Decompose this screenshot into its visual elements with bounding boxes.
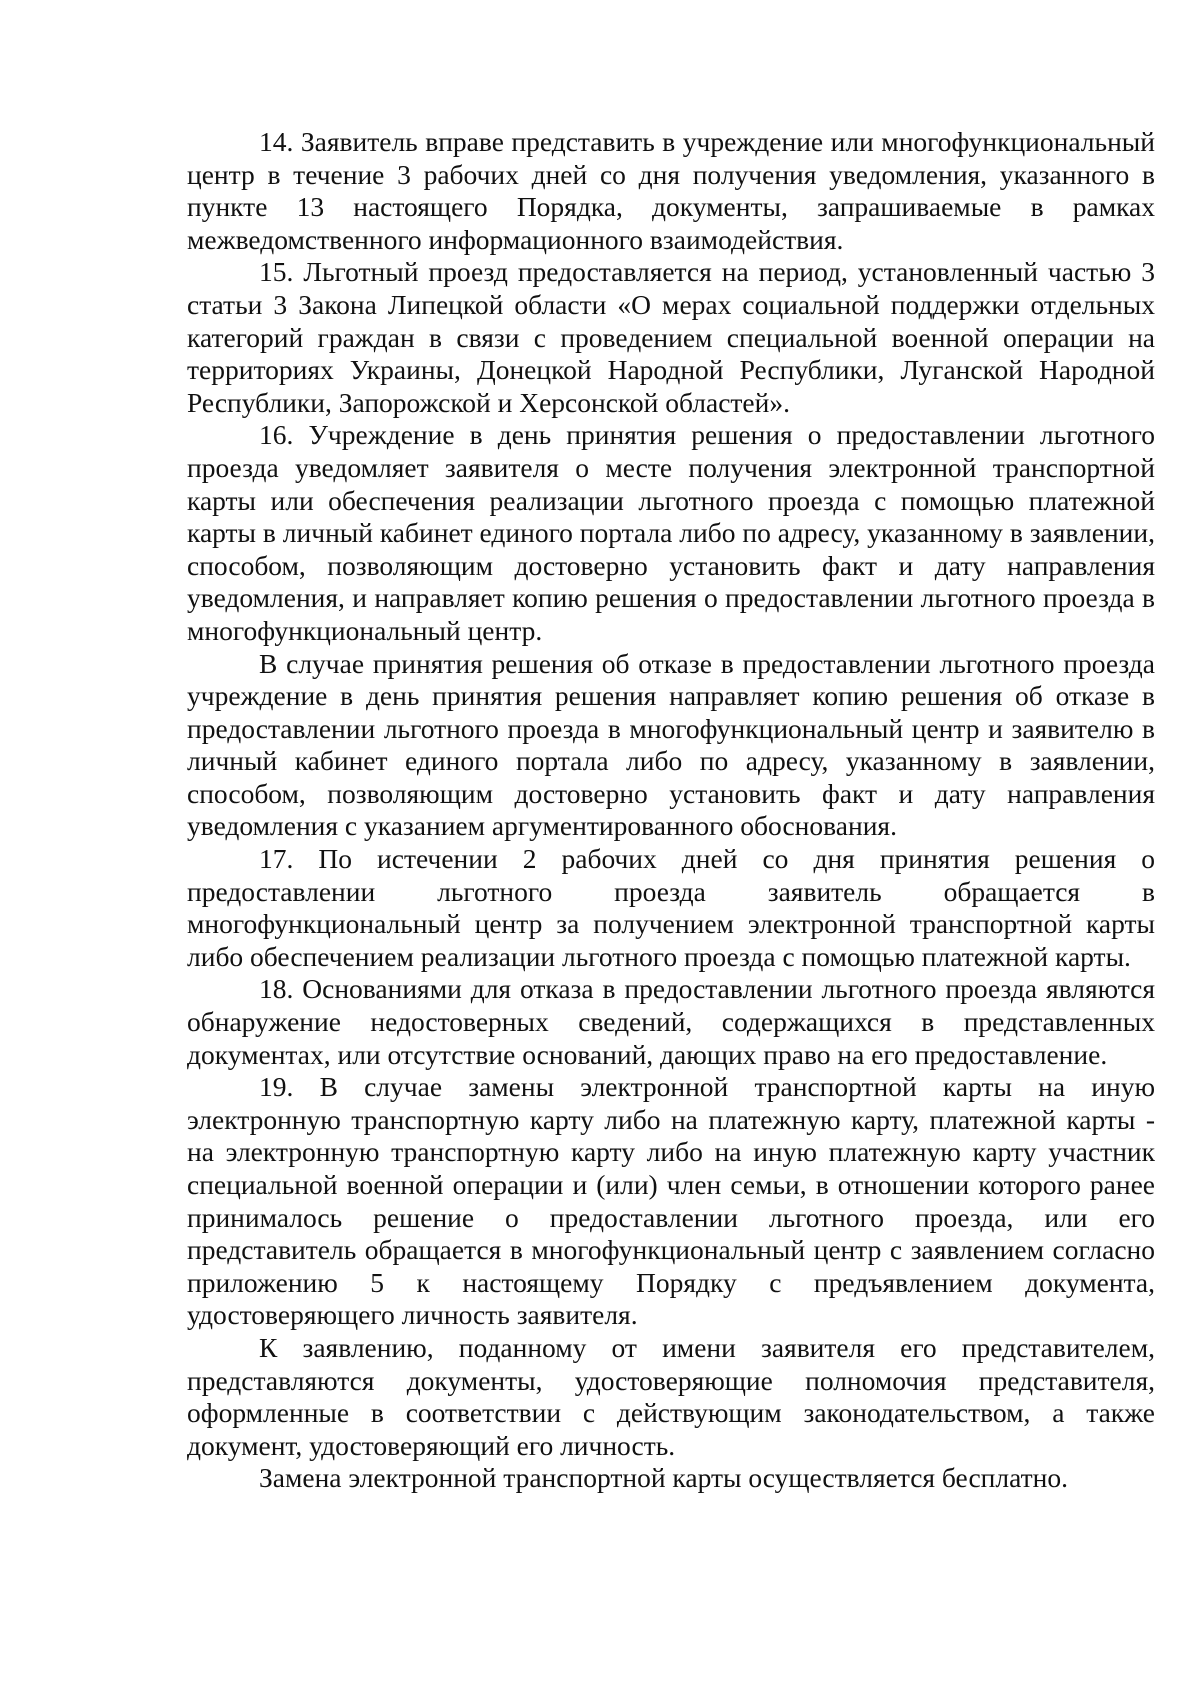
paragraph-15: 15. Льготный проезд предоставляется на период, установленный частью 3 статьи 3 Закона Липецкой области «О мерах социальной поддержки отдельных категорий граждан в связи с проведением специальной военной операции на территориях Украины, Донецкой Народной Республики, Луганской Народной Республики, Запорожской и Херсонской областей». <box>187 256 1155 418</box>
paragraph-17: 17. По истечении 2 рабочих дней со дня принятия решения о предоставлении льготного проезда заявитель обращается в многофункциональный центр за получением электронной транспортной карты либо обеспечением реализации льготного проезда с помощью платежной карты. <box>187 843 1155 972</box>
paragraph-16-refusal: В случае принятия решения об отказе в предоставлении льготного проезда учреждение в день принятия решения направляет копию решения об отказе в предоставлении льготного проезда в многофункциональный центр и заявителю в личный кабинет единого портала либо по адресу, указанному в заявлении, способом, позволяющим достоверно установить факт и дату направления уведомления с указанием аргументированного обоснования. <box>187 647 1155 842</box>
paragraph-18: 18. Основаниями для отказа в предоставлении льготного проезда являются обнаружение недостоверных сведений, содержащихся в представленных документах, или отсутствие оснований, дающих право на его предоставление. <box>187 973 1155 1070</box>
paragraph-14: 14. Заявитель вправе представить в учреждение или многофункциональный центр в течение 3 рабочих дней со дня получения уведомления, указанного в пункте 13 настоящего Порядка, документы, запрашиваемые в рамках межведомственного информационного взаимодействия. <box>187 126 1155 255</box>
document-body <box>187 126 1155 1495</box>
paragraph-19-representative: К заявлению, поданному от имени заявителя его представителем, представляются документы, удостоверяющие полномочия представителя, оформленные в соответствии с действующим законодательством, а также документ, удостоверяющий его личность. <box>187 1331 1155 1461</box>
paragraph-19-free-replacement: Замена электронной транспортной карты осуществляется бесплатно. <box>259 1462 1068 1494</box>
paragraph-19: 19. В случае замены электронной транспортной карты на иную электронную транспортную карту либо на платежную карту, платежной карты - на электронную транспортную карту либо на иную платежную карту участник специальной военной операции и (или) член семьи, в отношении которого ранее принималось решение о предоставлении льготного проезда, или его представитель обращается в многофункциональный центр с заявлением согласно приложению 5 к настоящему Порядку с предъявлением документа, удостоверяющего личность заявителя. <box>187 1071 1155 1331</box>
paragraph-16: 16. Учреждение в день принятия решения о предоставлении льготного проезда уведомляет заявителя о месте получения электронной транспортной карты или обеспечения реализации льготного проезда с помощью платежной карты в личный кабинет единого портала либо по адресу, указанному в заявлении, способом, позволяющим достоверно установить факт и дату направления уведомления, и направляет копию решения о предоставлении льготного проезда в многофункциональный центр. <box>187 419 1155 646</box>
